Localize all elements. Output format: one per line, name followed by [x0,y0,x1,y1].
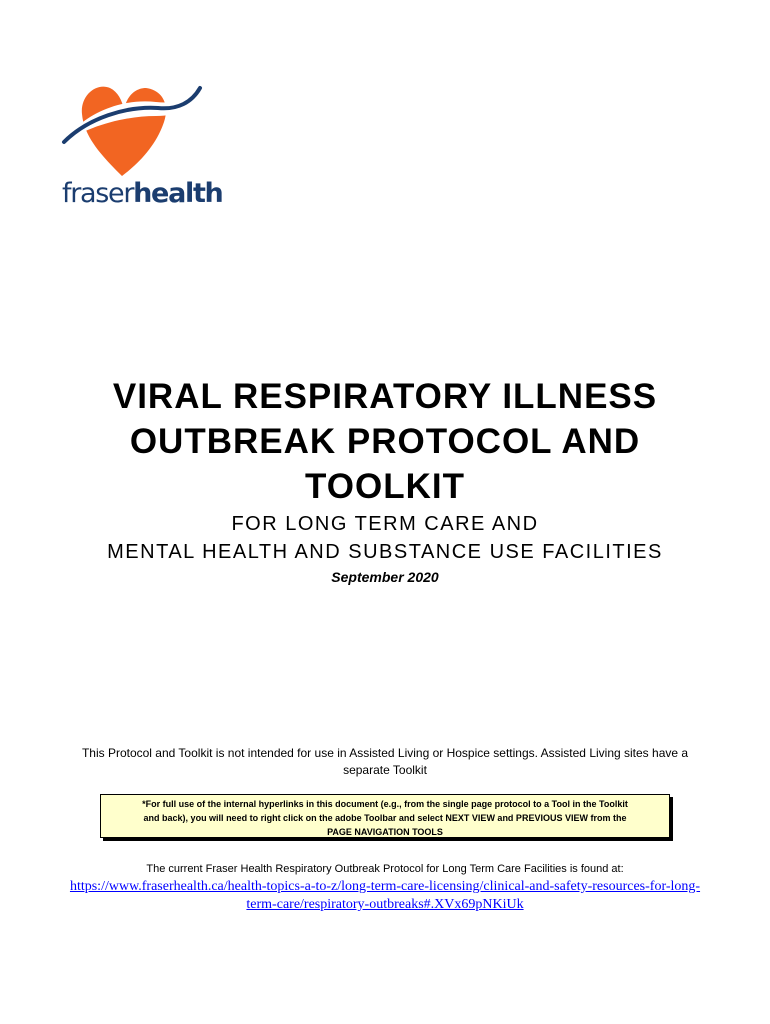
title-line: TOOLKIT [305,467,465,506]
title-line: OUTBREAK PROTOCOL AND [129,422,641,461]
protocol-url-link[interactable] [55,878,715,914]
box-line: *For full use of the internal hyperlinks in this document (e.g., from the single page protocol to a Tool in the Toolkit [142,799,628,809]
heart-logo-icon [60,74,205,179]
link-line: term-care/respiratory-outbreaks#.XVx69pNKiUk [246,897,524,912]
logo-text-health: health [133,178,223,209]
note-line: separate Toolkit [343,763,427,777]
box-line: and back), you will need to right click on the adobe Toolbar and select NEXT VIEW and PREVIOUS VIEW from the [143,813,627,823]
subtitle-line: MENTAL HEALTH AND SUBSTANCE USE FACILITIES [107,541,663,563]
title-line: VIRAL RESPIRATORY ILLNESS [112,377,658,416]
usage-note [40,745,730,779]
note-line: This Protocol and Toolkit is not intended for use in Assisted Living or Hospice settings. Assisted Living sites have a [81,746,689,760]
logo-wordmark [62,178,222,209]
document-title [0,374,770,509]
subtitle-line: FOR LONG TERM CARE AND [231,513,539,535]
current-protocol-text: The current Fraser Health Respiratory Outbreak Protocol for Long Term Care Facilities is found at: [146,863,624,875]
hyperlink-instructions-box [100,794,670,838]
document-subtitle [0,510,770,566]
link-line: https://www.fraserhealth.ca/health-topics-a-to-z/long-term-care-licensing/clinical-and-safety-resources-for-long- [69,879,701,894]
fraser-health-logo [60,74,223,214]
logo-text-fraser: fraser [62,178,134,209]
box-line: PAGE NAVIGATION TOOLS [327,827,443,837]
document-date: September 2020 [331,569,439,585]
